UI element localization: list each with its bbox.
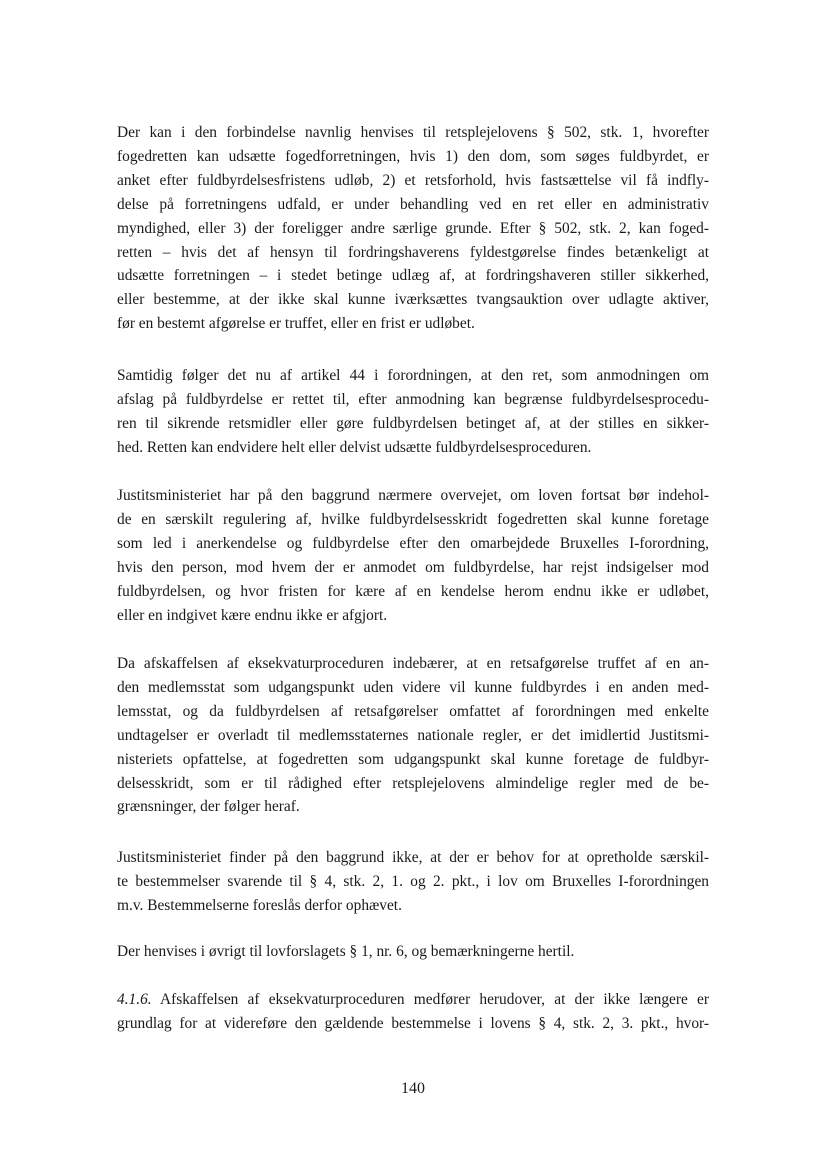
text-line: fuldbyrdelsen, og hvor fristen for kære af en kendelse herom endnu ikke er udløbet, [117, 582, 709, 600]
text-line: myndighed, eller 3) der foreligger andre særlige grunde. Efter § 502, stk. 2, kan foged- [117, 219, 709, 237]
paragraph-2 [117, 364, 709, 460]
paragraph-3 [117, 484, 709, 627]
text-line: de en særskilt regulering af, hvilke fuldbyrdelsesskridt fogedretten skal kunne foretage [117, 510, 709, 528]
text-line: Justitsministeriet finder på den baggrund ikke, at der er behov for at opretholde særskil- [117, 849, 709, 866]
text-line: lemsstat, og da fuldbyrdelsen af retsafgørelser omfattet af forordningen med enkelte [117, 702, 709, 720]
text-line: før en bestemt afgørelse er truffet, eller en frist er udløbet. [117, 315, 475, 333]
text-line: som led i anerkendelse og fuldbyrdelse efter den omarbejdede Bruxelles I-forordning, [117, 534, 709, 552]
text-line: nisteriets opfattelse, at fogedretten som udgangspunkt skal kunne foretage de fuldbyr- [117, 750, 709, 768]
text-line: retten – hvis det af hensyn til fordringshaverens fyldestgørelse findes betænkeligt at [117, 243, 709, 261]
text-line: afslag på fuldbyrdelse er rettet til, efter anmodning kan begrænse fuldbyrdelsesprocedu- [117, 390, 709, 408]
text-line: delse på forretningens udfald, er under behandling ved en ret eller en administrativ [117, 195, 709, 213]
paragraph-6 [117, 940, 709, 964]
text-line: Samtidig følger det nu af artikel 44 i forordningen, at den ret, som anmodningen om [117, 367, 709, 384]
text-line: Der henvises i øvrigt til lovforslagets § 1, nr. 6, og bemærkningerne hertil. [117, 943, 575, 960]
text-line: Der kan i den forbindelse navnlig henvises til retsplejelovens § 502, stk. 1, hvorefter [117, 124, 709, 141]
paragraph-5 [117, 846, 709, 918]
text-line: udsætte forretningen – i stedet betinge udlæg af, at fordringshaveren stiller sikkerhed, [117, 267, 709, 285]
text-line [117, 988, 709, 1012]
text-line: delsesskridt, som er til rådighed efter retsplejelovens almindelige regler med de be- [117, 774, 709, 792]
text-line: undtagelser er overladt til medlemsstaternes nationale regler, er det imidlertid Justitsmi- [117, 726, 709, 744]
text-line: anket efter fuldbyrdelsesfristens udløb, 2) et retsforhold, hvis fastsættelse vil få indfly- [117, 171, 709, 189]
text-line: grundlag for at videreføre den gældende bestemmelse i lovens § 4, stk. 2, 3. pkt., hvor- [117, 1014, 709, 1032]
paragraph-7 [117, 988, 709, 1036]
text-line: fogedretten kan udsætte fogedforretningen, hvis 1) den dom, som søges fuldbyrdet, er [117, 147, 709, 165]
text-line: ren til sikrende retsmidler eller gøre fuldbyrdelsen betinget af, at der stilles en sikker- [117, 414, 709, 432]
text-line: m.v. Bestemmelserne foreslås derfor ophævet. [117, 896, 402, 914]
text-line: Da afskaffelsen af eksekvaturproceduren indebærer, at en retsafgørelse truffet af en an- [117, 655, 709, 672]
section-number: 4.1.6. [117, 991, 152, 1008]
page-number: 140 [401, 1080, 425, 1097]
text-line: eller bestemme, at der ikke skal kunne iværksættes tvangsauktion over udlagte aktiver, [117, 291, 709, 309]
text-line: Justitsministeriet har på den baggrund nærmere overvejet, om loven fortsat bør indehol- [117, 487, 709, 504]
paragraph-4 [117, 652, 709, 819]
text-line: grænsninger, der følger heraf. [117, 798, 300, 816]
text-line-content: Afskaffelsen af eksekvaturproceduren medfører herudover, at der ikke længere er [151, 991, 709, 1008]
text-line: hed. Retten kan endvidere helt eller delvist udsætte fuldbyrdelsesproceduren. [117, 438, 592, 456]
text-line: hvis den person, mod hvem der er anmodet om fuldbyrdelse, har rejst indsigelser mod [117, 558, 709, 576]
text-line: eller en indgivet kære endnu ikke er afgjort. [117, 606, 388, 624]
text-line: te bestemmelser svarende til § 4, stk. 2, 1. og 2. pkt., i lov om Bruxelles I-forordningen [117, 872, 709, 890]
text-line: den medlemsstat som udgangspunkt uden videre vil kunne fuldbyrdes i en anden med- [117, 678, 709, 696]
paragraph-1 [117, 121, 709, 336]
